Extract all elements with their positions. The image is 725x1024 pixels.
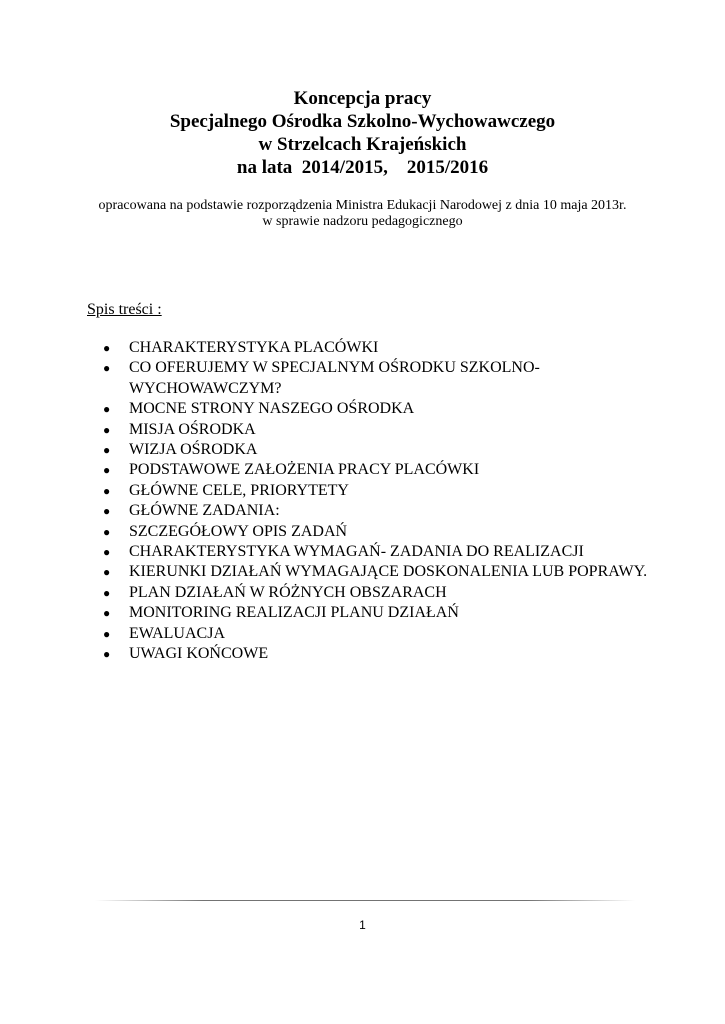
bullet-icon: ● [103, 361, 111, 376]
document-title [0, 87, 725, 179]
page-number: 1 [359, 918, 366, 932]
toc-item-label: MOCNE STRONY NASZEGO OŚRODKA [129, 400, 415, 418]
toc-item-label: PODSTAWOWE ZAŁOŻENIA PRACY PLACÓWKI [129, 461, 480, 479]
toc-item [103, 624, 663, 644]
bullet-icon: ● [103, 422, 111, 437]
bullet-icon: ● [103, 341, 111, 355]
table-of-contents [103, 338, 663, 665]
toc-item [103, 522, 663, 542]
toc-item-label: EWALUACJA [129, 624, 225, 642]
subtitle-line: opracowana na podstawie rozporządzenia Ministra Edukacji Narodowej z dnia 10 maja 2013r. [98, 198, 627, 213]
toc-item [103, 583, 663, 603]
bullet-icon: ● [103, 524, 111, 539]
toc-item-label: CHARAKTERYSTYKA PLACÓWKI [129, 339, 379, 356]
document-subtitle [0, 198, 725, 230]
bullet-icon: ● [103, 402, 111, 417]
toc-item-label: GŁÓWNE CELE, PRIORYTETY [129, 481, 349, 499]
toc-item-label: CO OFERUJEMY W SPECJALNYM OŚRODKU SZKOLNO-WYCHOWAWCZYM? [129, 359, 540, 397]
toc-item-label: WIZJA OŚRODKA [129, 441, 258, 459]
bullet-icon: ● [103, 606, 111, 621]
toc-item-label: UWAGI KOŃCOWE [129, 645, 269, 663]
bullet-icon: ● [103, 626, 111, 641]
toc-item [103, 542, 663, 562]
bullet-icon: ● [103, 483, 111, 498]
toc-item [103, 460, 663, 480]
toc-item-label: PLAN DZIAŁAŃ W RÓŻNYCH OBSZARACH [129, 583, 447, 601]
toc-heading: Spis treści : [87, 301, 162, 318]
toc-item-label: SZCZEGÓŁOWY OPIS ZADAŃ [129, 522, 348, 540]
bullet-icon: ● [103, 463, 111, 478]
bullet-icon: ● [103, 647, 111, 662]
toc-item [103, 501, 663, 521]
title-line: na lata 2014/2015, 2015/2016 [236, 157, 489, 178]
toc-item [103, 562, 663, 582]
toc-item [103, 420, 663, 440]
title-line: Koncepcja pracy [293, 88, 432, 109]
toc-item [103, 338, 663, 358]
toc-item [103, 358, 663, 399]
toc-item [103, 481, 663, 501]
toc-item [103, 440, 663, 460]
toc-item-label: GŁÓWNE ZADANIA: [129, 502, 280, 520]
toc-item [103, 603, 663, 623]
bullet-icon: ● [103, 585, 111, 600]
toc-item-label: MONITORING REALIZACJI PLANU DZIAŁAŃ [129, 604, 459, 622]
bullet-icon: ● [103, 565, 111, 580]
footer-divider [95, 900, 635, 901]
bullet-icon: ● [103, 545, 111, 560]
toc-item [103, 399, 663, 419]
bullet-icon: ● [103, 504, 111, 519]
toc-item-label: KIERUNKI DZIAŁAŃ WYMAGAJĄCE DOSKONALENIA LUB POPRAWY. [129, 563, 648, 581]
title-line: w Strzelcach Krajeńskich [258, 134, 467, 155]
bullet-icon: ● [103, 443, 111, 458]
toc-item-label: MISJA OŚRODKA [129, 420, 256, 438]
subtitle-line: w sprawie nadzoru pedagogicznego [262, 214, 463, 229]
title-line: Specjalnego Ośrodka Szkolno-Wychowawczego [169, 111, 556, 132]
toc-item-label: CHARAKTERYSTYKA WYMAGAŃ- ZADANIA DO REALIZACJI [129, 543, 584, 561]
toc-item [103, 644, 663, 664]
